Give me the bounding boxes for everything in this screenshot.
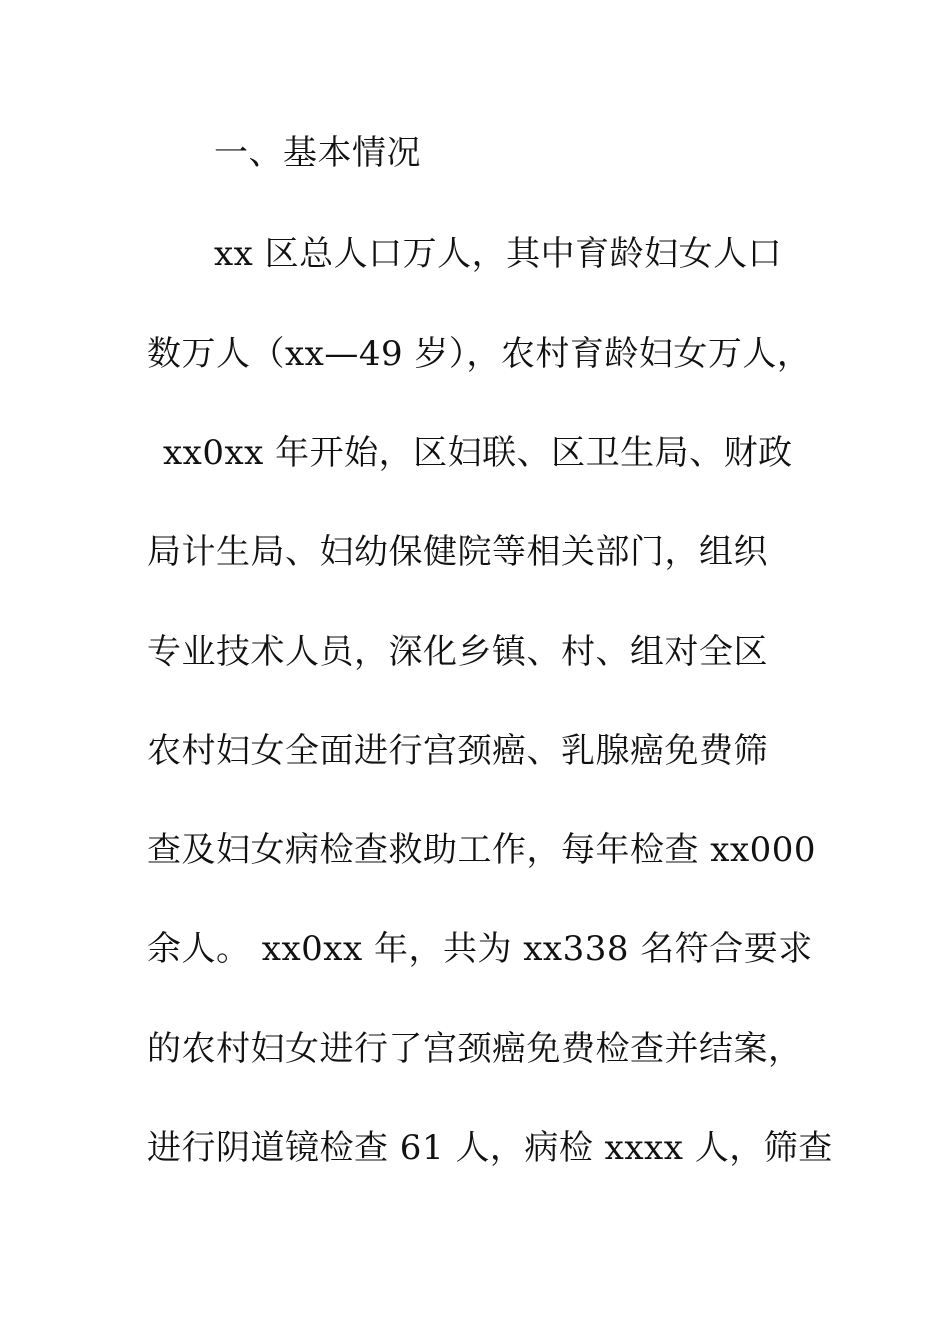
paragraph-line: 专业技术人员，深化乡镇、村、组对全区 <box>147 632 768 672</box>
paragraph-line: 的农村妇女进行了宫颈癌免费检查并结案， <box>147 1029 803 1069</box>
paragraph-line: 局计生局、妇幼保健院等相关部门，组织 <box>147 532 768 572</box>
paragraph-line: xx 区总人口万人，其中育龄妇女人口 <box>214 234 783 274</box>
paragraph-line: 余人。 xx0xx 年，共为 xx338 名符合要求 <box>147 929 813 969</box>
paragraph-line: 查及妇女病检查救助工作，每年检查 xx000 <box>147 830 817 870</box>
paragraph-line: xx0xx 年开始，区妇联、区卫生局、财政 <box>163 433 793 473</box>
section-heading: 一、基本情况 <box>214 133 421 173</box>
paragraph-line: 农村妇女全面进行宫颈癌、乳腺癌免费筛 <box>147 731 768 771</box>
paragraph-line: 数万人（xx—49 岁），农村育龄妇女万人， <box>147 334 812 374</box>
paragraph-line: 进行阴道镜检查 61 人，病检 xxxx 人，筛查 <box>147 1128 833 1168</box>
